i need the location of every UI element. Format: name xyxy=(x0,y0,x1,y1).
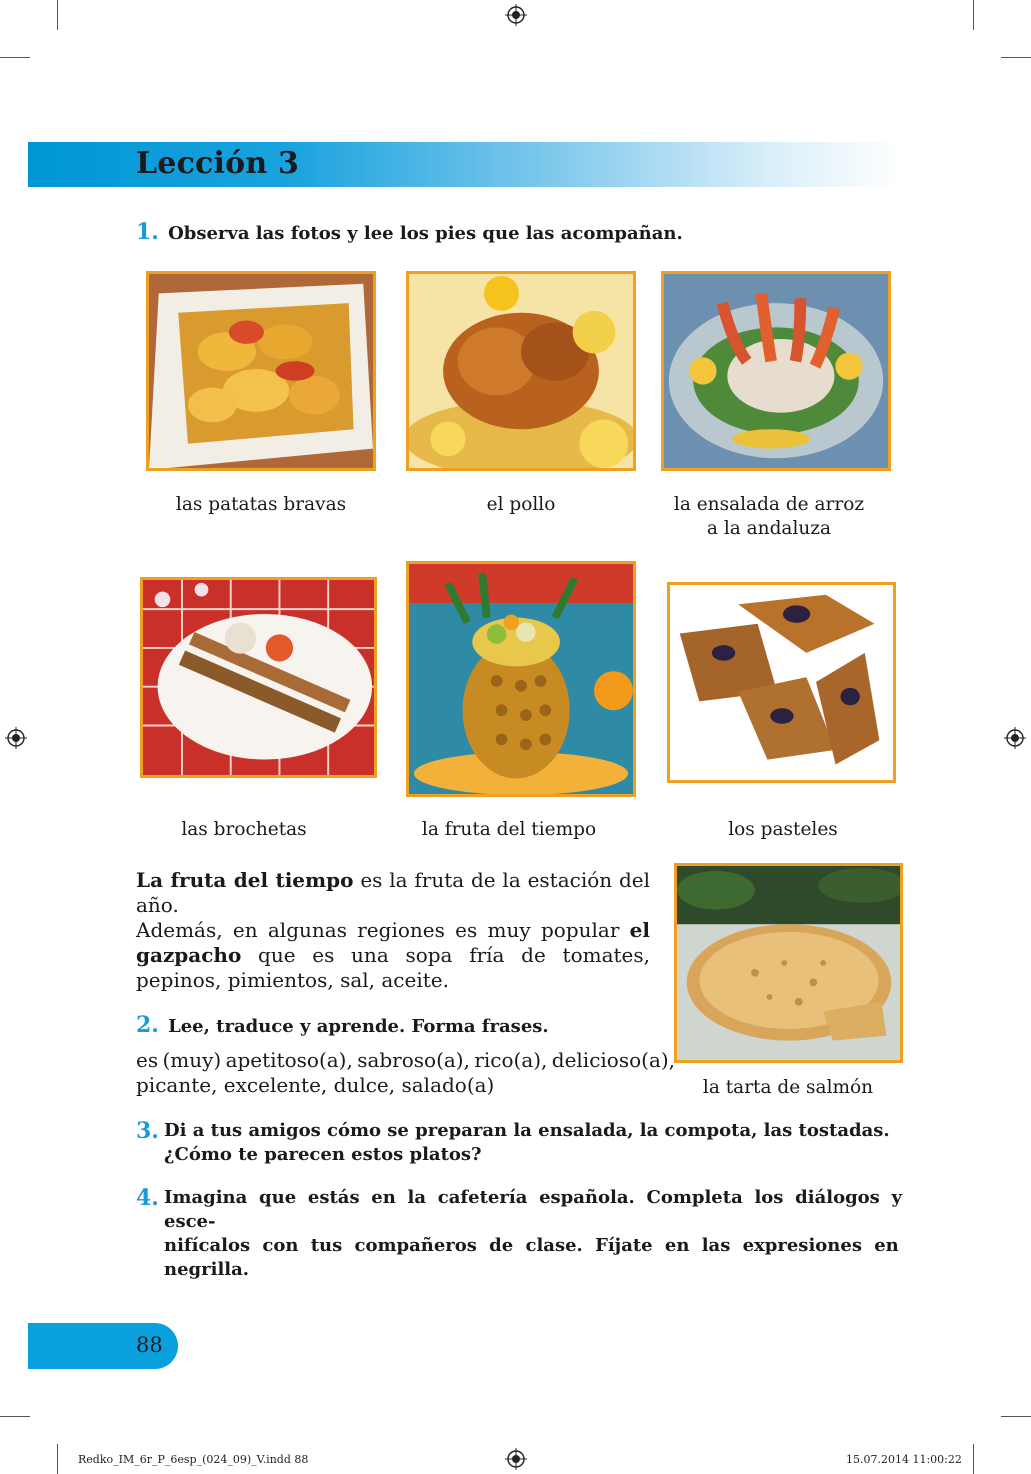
caption-ensalada-line-2: a la andaluza xyxy=(706,518,832,539)
crop-mark xyxy=(973,0,974,30)
footer-file-info: Redko_IM_6r_P_6esp_(024_09)_V.indd 88 xyxy=(78,1453,309,1466)
task-instruction: negrilla. xyxy=(164,1259,250,1280)
task-instruction: Di a tus amigos cómo se preparan la ensalada, la compota, las tostadas. xyxy=(164,1120,890,1141)
task-number: 1. xyxy=(136,219,159,245)
task-number: 2. xyxy=(136,1012,159,1038)
caption-pasteles: los pasteles xyxy=(728,819,838,840)
task-1 xyxy=(136,219,683,245)
footer-date: 15.07.2014 11:00:22 xyxy=(846,1453,962,1466)
caption-patatas-bravas: las patatas bravas xyxy=(175,494,347,515)
photo-ensalada-de-arroz xyxy=(661,271,891,471)
crop-mark xyxy=(0,57,30,58)
photo-tarta-de-salmon xyxy=(674,863,903,1063)
lesson-title: Lección 3 xyxy=(136,146,300,181)
photo-fruta-del-tiempo xyxy=(406,561,636,797)
caption-pollo: el pollo xyxy=(486,494,556,515)
info-text: que es una sopa fría de tomates, pepinos, pimientos, sal, aceite. xyxy=(136,943,650,992)
task-number: 3. xyxy=(136,1118,159,1144)
photo-pasteles xyxy=(667,582,896,783)
photo-brochetas xyxy=(140,577,377,778)
registration-mark-icon xyxy=(1004,727,1026,749)
photo-pollo xyxy=(406,271,636,471)
caption-fruta-del-tiempo: la fruta del tiempo xyxy=(421,819,597,840)
crop-mark xyxy=(1001,57,1031,58)
page-number: 88 xyxy=(136,1333,163,1357)
task-2 xyxy=(136,1012,549,1038)
task-instruction: Imagina que estás en la cafetería española. Completa los diálogos y esce- xyxy=(164,1187,902,1232)
task-3 xyxy=(136,1119,902,1167)
registration-mark-icon xyxy=(505,1448,527,1470)
crop-mark xyxy=(973,1444,974,1474)
task-instruction: Lee, traduce y aprende. Forma frases. xyxy=(168,1016,549,1037)
crop-mark xyxy=(1001,1416,1031,1417)
registration-mark-icon xyxy=(5,727,27,749)
crop-mark xyxy=(57,0,58,30)
task-instruction: nifícalos con tus compañeros de clase. Fíjate en las expresiones en xyxy=(164,1235,899,1256)
crop-mark xyxy=(0,1416,30,1417)
caption-brochetas: las brochetas xyxy=(181,819,307,840)
vocabulary-line-2: picante, excelente, dulce, salado(a) xyxy=(136,1073,495,1097)
crop-mark xyxy=(57,1444,58,1474)
info-bold-term: el gazpacho xyxy=(136,918,650,967)
info-text: Además, en algunas regiones es muy popular xyxy=(136,918,630,942)
caption-ensalada-line-1: la ensalada de arroz xyxy=(673,494,865,515)
photo-patatas-bravas xyxy=(146,271,376,471)
info-text: es la fruta de la estación del año. xyxy=(136,868,650,917)
info-bold-term: La fruta del tiempo xyxy=(136,868,354,892)
caption-tarta-de-salmon: la tarta de salmón xyxy=(702,1077,874,1098)
vocabulary-line-1: es (muy) apetitoso(a), sabroso(a), rico(a), delicioso(a), xyxy=(136,1048,676,1072)
task-4 xyxy=(136,1186,902,1282)
task-instruction: Observa las fotos y lee los pies que las acompañan. xyxy=(168,223,683,244)
task-number: 4. xyxy=(136,1185,159,1211)
registration-mark-icon xyxy=(505,4,527,26)
info-paragraph xyxy=(136,868,650,993)
task-instruction: ¿Cómo te parecen estos platos? xyxy=(164,1144,482,1165)
